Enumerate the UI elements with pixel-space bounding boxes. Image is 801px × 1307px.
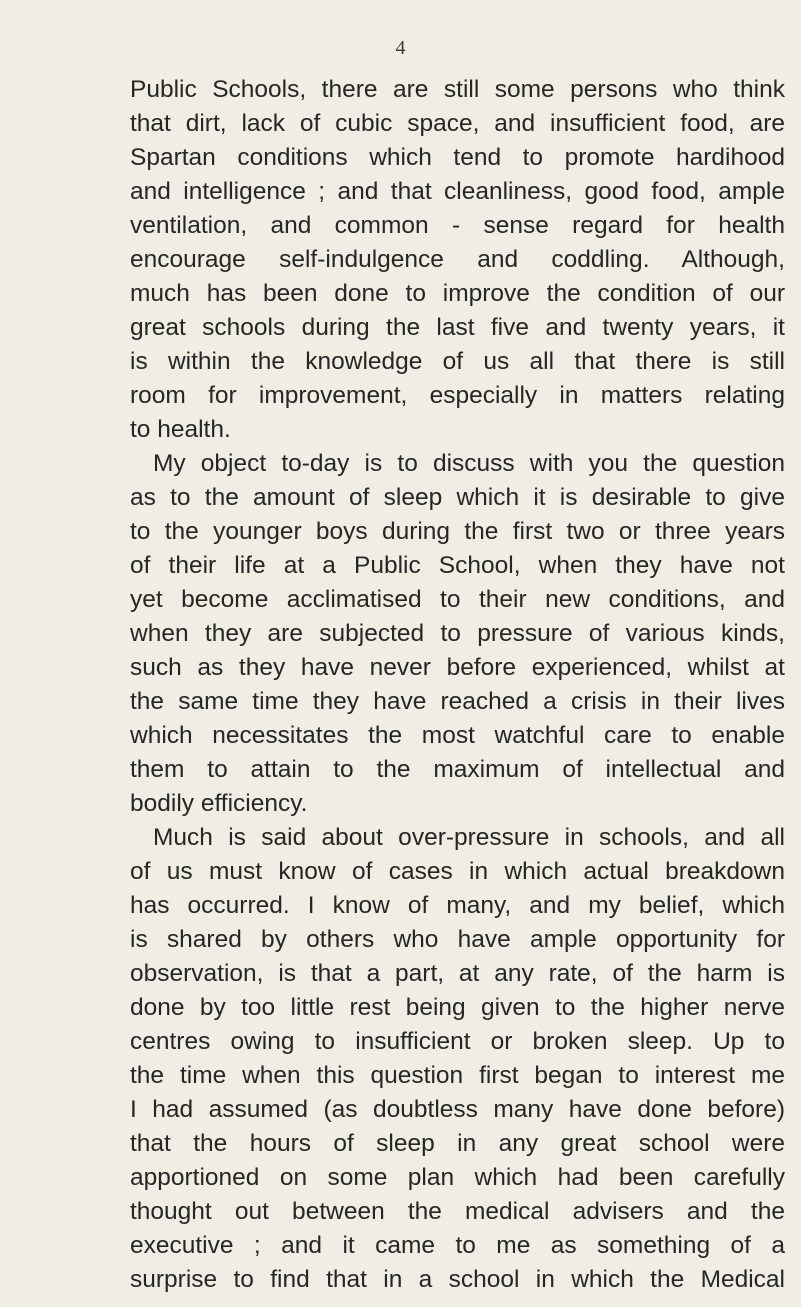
text-line-15: of their life at a Public School, when they have not (130, 552, 785, 579)
text-line-23: Much is said about over-pressure in schools, and all (153, 824, 785, 851)
text-line-7: much has been done to improve the condition of our (130, 280, 785, 307)
text-line-27: observation, is that a part, at any rate, of the harm is (130, 960, 785, 987)
text-line-25: has occurred. I know of many, and my belief, which (130, 892, 785, 919)
text-line-12: My object to-day is to discuss with you the question (153, 450, 785, 477)
text-line-18: such as they have never before experienced, whilst at (130, 654, 785, 681)
text-line-30: the time when this question first began to interest me (130, 1062, 785, 1089)
text-line-5: ventilation, and common - sense regard for health (130, 212, 785, 239)
text-line-11: to health. (130, 416, 231, 443)
text-line-21: them to attain to the maximum of intellectual and (130, 756, 785, 783)
text-line-8: great schools during the last five and twenty years, it (130, 314, 785, 341)
text-line-24: of us must know of cases in which actual breakdown (130, 858, 785, 885)
text-line-31: I had assumed (as doubtless many have done before) (130, 1096, 785, 1123)
text-line-26: is shared by others who have ample opportunity for (130, 926, 785, 953)
text-line-14: to the younger boys during the first two or three years (130, 518, 785, 545)
text-line-29: centres owing to insufficient or broken sleep. Up to (130, 1028, 785, 1055)
text-line-34: thought out between the medical advisers and the (130, 1198, 785, 1225)
text-line-13: as to the amount of sleep which it is desirable to give (130, 484, 785, 511)
text-line-17: when they are subjected to pressure of various kinds, (130, 620, 785, 647)
text-line-33: apportioned on some plan which had been carefully (130, 1164, 785, 1191)
text-line-20: which necessitates the most watchful care to enable (130, 722, 785, 749)
text-line-36: surprise to find that in a school in which the Medical (130, 1266, 785, 1293)
text-line-6: encourage self-indulgence and coddling. Although, (130, 246, 785, 273)
text-line-22: bodily efficiency. (130, 790, 308, 817)
text-line-3: Spartan conditions which tend to promote hardihood (130, 144, 785, 171)
text-line-28: done by too little rest being given to the higher nerve (130, 994, 785, 1021)
text-line-1: Public Schools, there are still some persons who think (130, 76, 785, 103)
text-line-35: executive ; and it came to me as something of a (130, 1232, 785, 1259)
text-line-32: that the hours of sleep in any great school were (130, 1130, 785, 1157)
text-line-16: yet become acclimatised to their new conditions, and (130, 586, 785, 613)
text-line-2: that dirt, lack of cubic space, and insufficient food, are (130, 110, 785, 137)
text-line-19: the same time they have reached a crisis in their lives (130, 688, 785, 715)
text-line-4: and intelligence ; and that cleanliness, good food, ample (130, 178, 785, 205)
text-line-9: is within the knowledge of us all that there is still (130, 348, 785, 375)
text-line-10: room for improvement, especially in matters relating (130, 382, 785, 409)
page-number: 4 (395, 37, 406, 59)
